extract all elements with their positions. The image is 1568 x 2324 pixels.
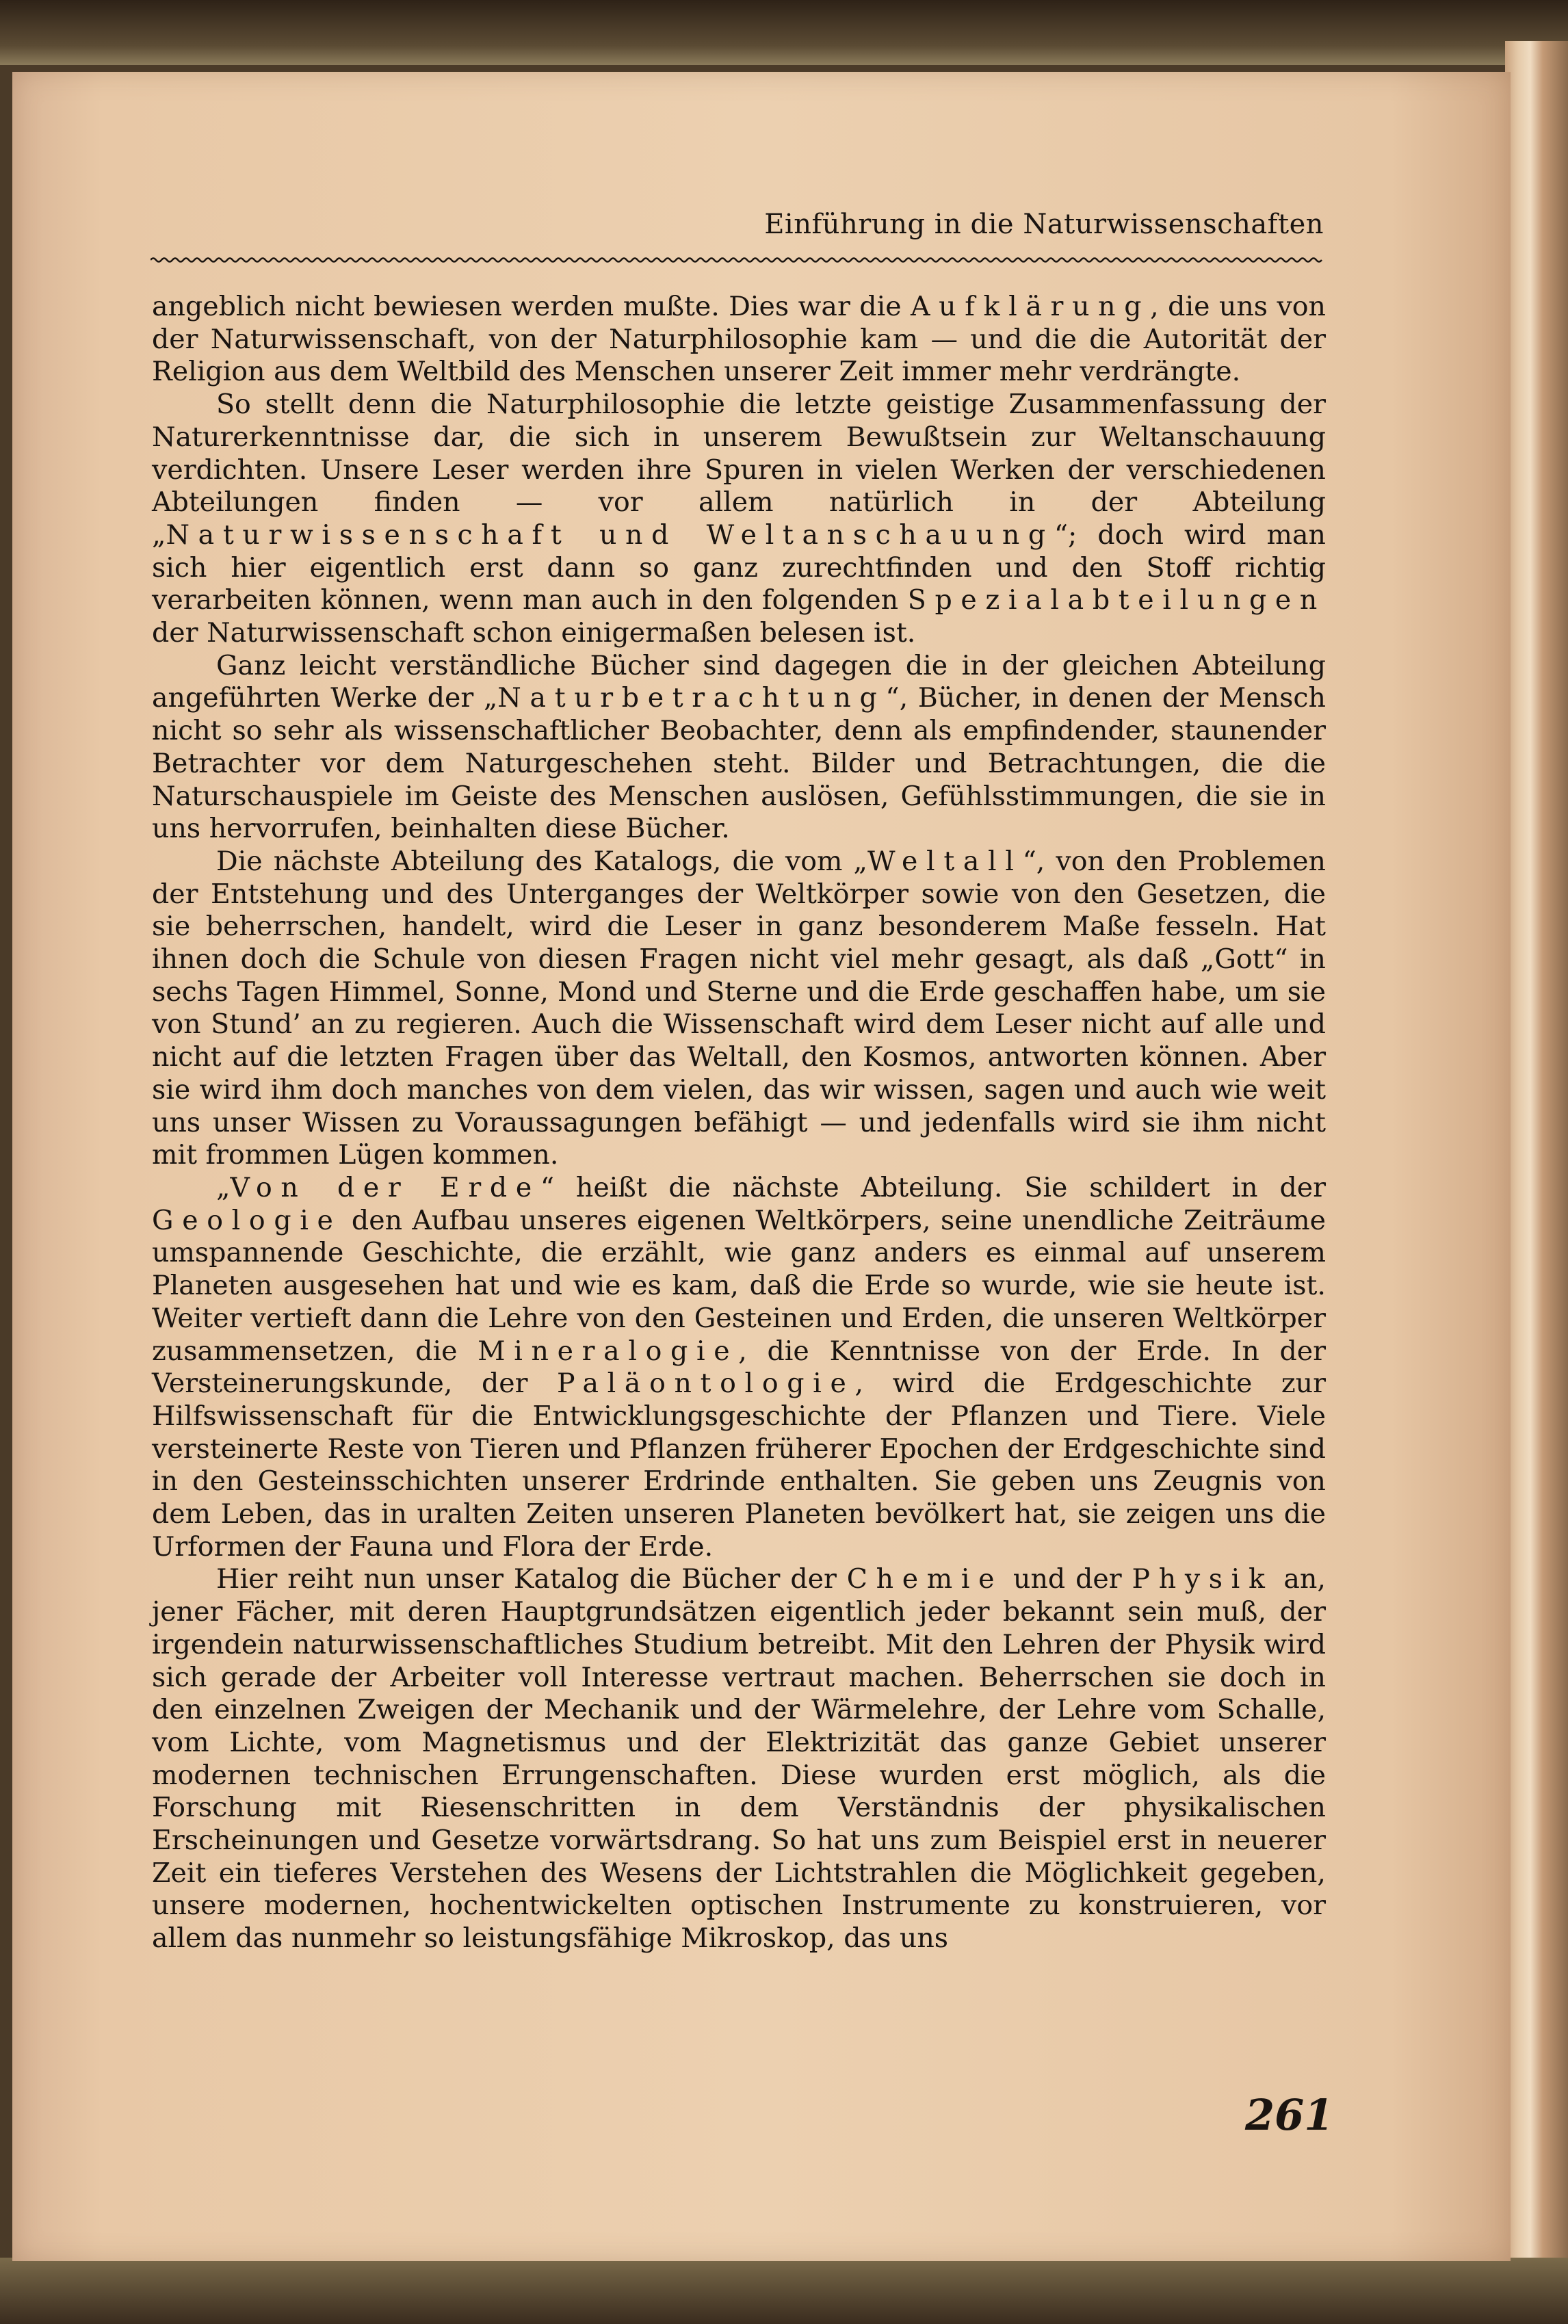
paragraph: [152, 1172, 1326, 1563]
paragraph: [152, 291, 1326, 389]
text-run: der Naturwissenschaft schon einigermaßen belesen ist.: [152, 617, 916, 649]
spaced-term: Aufklärung: [911, 291, 1151, 322]
spaced-term: Physik: [1132, 1563, 1274, 1595]
text-run: , die Kenntnisse von der Erde. In der Versteinerungskunde, der: [152, 1335, 1326, 1400]
spaced-term: Naturwissenschaft und Weltanschauung: [166, 519, 1054, 551]
text-run: “, von den Problemen der Entstehung und des Unterganges der Weltkörper sowie von den Gesetzen, die sie beherrschen, handelt, wird die Leser in ganz besonderem Maße fesseln. Hat ihnen doch die Schule von diesen Fragen nicht viel mehr gesagt, als daß „Gott“ in sechs Tagen Himmel, Sonne, Mond und Sterne und die Erde geschaffen habe, um sie von Stund’ an zu regieren. Auch die Wissenschaft wird dem Leser nicht auf alle und nicht auf die letzten Fragen über das Weltall, den Kosmos, antworten können. Aber sie wird ihm doch manches von dem vielen, das wir wissen, sagen und auch wie weit uns unser Wissen zu Voraussagungen befähigt — und jedenfalls wird sie ihm nicht mit frommen Lügen kommen.: [152, 845, 1326, 1171]
spaced-term: Mineralogie: [478, 1335, 739, 1367]
text-run: angeblich nicht bewiesen werden mußte. Dies war die: [152, 291, 911, 322]
spaced-term: Geologie: [152, 1204, 342, 1236]
text-run: So stellt denn die Naturphilosophie die letzte geistige Zusammenfassung der Naturerkenntnisse dar, die sich in unserem Bewußtsein zur Weltanschauung verdichten. Unsere Leser werden ihre Spuren in vielen Werken der verschiedenen Abteilungen finden — vor allem natürlich in der Abteilung „: [152, 389, 1326, 551]
text-run: Hier reiht nun unser Katalog die Bücher der: [216, 1563, 847, 1595]
page-number: 261: [1245, 2090, 1334, 2140]
text-run: „: [216, 1171, 231, 1203]
book-cover-bottom-edge: [0, 2258, 1568, 2324]
spaced-term: Weltall: [867, 845, 1023, 877]
spaced-term: Paläontologie: [557, 1368, 855, 1400]
header-wavy-rule: [151, 257, 1324, 263]
paragraph: [152, 1563, 1326, 1955]
text-run: Die nächste Abteilung des Katalogs, die vom „: [216, 845, 868, 877]
text-run: und der: [1003, 1563, 1132, 1595]
page-header: [151, 140, 1324, 270]
spaced-term: Von der Erde: [230, 1171, 540, 1203]
text-run: den Aufbau unseres eigenen Weltkörpers, seine unendliche Zeiträume umspannende Geschichte, die erzählt, wie ganz anders es einmal auf unserem Planeten ausgesehen hat und wie es kam, daß die Erde so wurde, wie sie heute ist. Weiter vertieft dann die Lehre von den Gesteinen und Erden, die unseren Weltkörper zusammensetzen, die: [152, 1204, 1326, 1367]
spaced-term: Naturbetrachtung: [497, 682, 886, 714]
paragraph: [152, 650, 1326, 846]
text-run: , die uns von der Naturwissenschaft, von der Naturphilosophie kam — und die die Autorität der Religion aus dem Weltbild des Menschen unserer Zeit immer mehr verdrängte.: [152, 291, 1326, 388]
paragraph: [152, 389, 1326, 650]
text-run: Ganz leicht verständliche Bücher sind dagegen die in der gleichen Abteilung angeführten Werke der „: [152, 649, 1326, 714]
text-run: “; doch wird man sich hier eigentlich erst dann so ganz zurechtfinden und den Stoff richtig verarbeiten können, wenn man auch in den folgenden: [152, 519, 1326, 616]
spaced-term: Chemie: [846, 1563, 1004, 1595]
spaced-term: Spezialabteilungen: [907, 584, 1326, 616]
text-run: “ heißt die nächste Abteilung. Sie schildert in der: [540, 1171, 1326, 1203]
book-cover-top-edge: [0, 0, 1568, 65]
running-title: Einführung in die Naturwissenschaften: [764, 209, 1324, 240]
text-run: “, Bücher, in denen der Mensch nicht so sehr als wissenschaftlicher Beobachter, denn als empfindender, staunender Betrachter vor dem Naturgeschehen steht. Bilder und Betrachtungen, die die Naturschauspiele im Geiste des Menschen auslösen, Gefühlsstimmungen, die sie in uns hervorrufen, beinhalten diese Bücher.: [152, 682, 1326, 845]
body-text: [152, 291, 1326, 1955]
text-run: an, jener Fächer, mit deren Hauptgrundsätzen eigentlich jeder bekannt sein muß, der irgendein naturwissenschaftliches Studium betreibt. Mit den Lehren der Physik wird sich gerade der Arbeiter voll Interesse vertraut machen. Beherrschen sie doch in den einzelnen Zweigen der Mechanik und der Wärmelehre, der Lehre vom Schalle, vom Lichte, vom Magnetismus und der Elektrizität das ganze Gebiet unserer modernen technischen Errungenschaften. Diese wurden erst möglich, als die Forschung mit Riesenschritten in dem Verständnis der physikalischen Erscheinungen und Gesetze vorwärtsdrang. So hat uns zum Beispiel erst in neuerer Zeit ein tieferes Verstehen des Wesens der Lichtstrahlen die Möglichkeit gegeben, unsere modernen, hochentwickelten optischen Instrumente zu konstruieren, vor allem das nunmehr so leistungsfähige Mikroskop, das uns: [152, 1563, 1326, 1955]
book-page-edges: [1505, 41, 1568, 2292]
paragraph: [152, 846, 1326, 1172]
text-run: , wird die Erdgeschichte zur Hilfswissenschaft für die Entwicklungsgeschichte der Pflanzen und Tiere. Viele versteinerte Reste von Tieren und Pflanzen früherer Epochen der Erdgeschichte sind in den Gesteinsschichten unserer Erdrinde enthalten. Sie geben uns Zeugnis von dem Leben, das in uralten Zeiten unseren Planeten bevölkert hat, sie zeigen uns die Urformen der Fauna und Flora der Erde.: [152, 1368, 1326, 1563]
